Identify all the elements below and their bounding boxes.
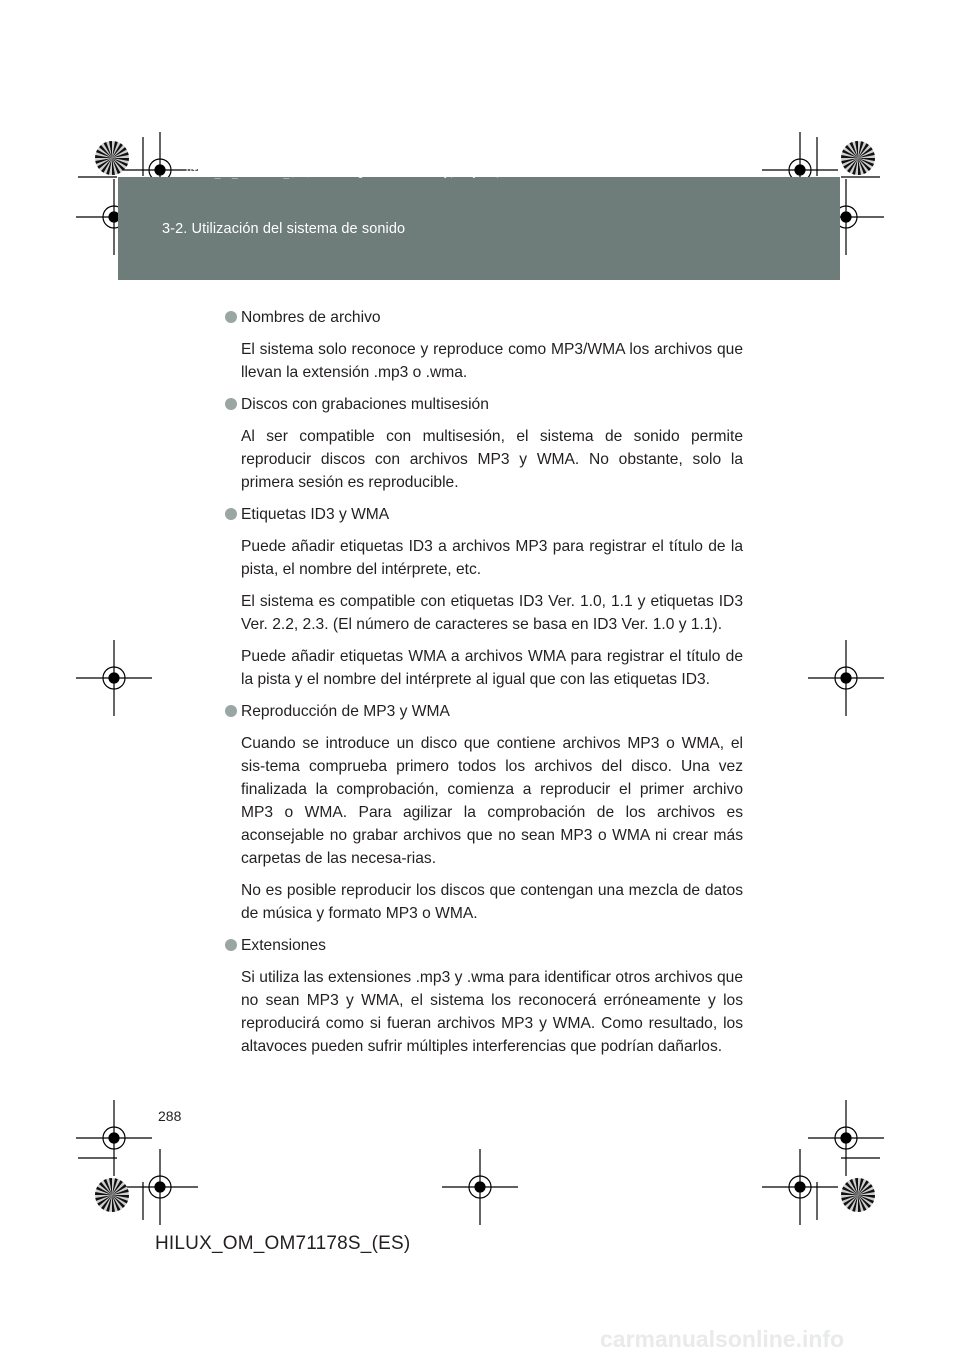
- registration-crosshair-icon: [808, 640, 884, 716]
- section-playback: [225, 700, 743, 925]
- paragraph: Puede añadir etiquetas WMA a archivos WMA para registrar el título de la pista y el nombre del intérprete al igual que con las etiquetas ID3.: [241, 648, 743, 688]
- paragraph: Puede añadir etiquetas ID3 a archivos MP3 para registrar el título de la pista, el nombre del intérprete, etc.: [241, 538, 743, 578]
- section-extensions: [225, 934, 743, 1058]
- registration-crosshair-icon: [76, 1100, 152, 1176]
- registration-starburst-icon: [841, 1178, 875, 1212]
- bullet-title: Nombres de archivo: [241, 309, 381, 326]
- section-header: 3-2. Utilización del sistema de sonido: [162, 221, 406, 237]
- bullet-heading: [225, 934, 743, 957]
- registration-starburst-icon: [95, 141, 129, 175]
- bullet-heading: [225, 393, 743, 416]
- bullet-title: Extensiones: [241, 937, 326, 954]
- bullet-dot-icon: [225, 311, 237, 323]
- watermark: carmanualsonline.info: [600, 1326, 845, 1352]
- bullet-title: Discos con grabaciones multisesión: [241, 396, 489, 413]
- paragraph: Cuando se introduce un disco que contiene archivos MP3 o WMA, el sis-tema comprueba primero todos los archivos del disco. Una vez finalizada la comprobación, comienza a reproducir el primer archivo MP3 o WMA. Para agilizar la comprobación de los archivos es aconsejable no grabar archivos que no sean MP3 o WMA ni crear más carpetas de las necesa-rias.: [241, 735, 743, 867]
- book-slug: HILUX_OM_OM71178S_(ES).book Page 288 Wednesday, May 16, 2012 3:09 PM: [186, 168, 575, 179]
- registration-crosshair-icon: [762, 1149, 838, 1225]
- document-code: HILUX_OM_OM71178S_(ES): [155, 1233, 411, 1254]
- section-file-names: [225, 306, 743, 384]
- registration-crosshair-icon: [76, 640, 152, 716]
- section-id3-tags: [225, 503, 743, 691]
- bullet-heading: [225, 700, 743, 723]
- bullet-title: Reproducción de MP3 y WMA: [241, 703, 450, 720]
- bullet-dot-icon: [225, 398, 237, 410]
- registration-crosshair-icon: [122, 1149, 198, 1225]
- main-content: [225, 306, 743, 1067]
- bullet-dot-icon: [225, 508, 237, 520]
- bullet-heading: [225, 503, 743, 526]
- paragraph: El sistema solo reconoce y reproduce como MP3/WMA los archivos que llevan la extensión .mp3 o .wma.: [241, 341, 743, 381]
- registration-starburst-icon: [841, 141, 875, 175]
- section-multisession: [225, 393, 743, 494]
- paragraph: Si utiliza las extensiones .mp3 y .wma para identificar otros archivos que no sean MP3 y WMA, el sistema los reconocerá erróneamente y los reproducirá como si fueran archivos MP3 y WMA. Como resultado, los altavoces pueden sufrir múltiples interferencias que podrían dañarlos.: [241, 969, 743, 1055]
- registration-crosshair-icon: [442, 1149, 518, 1225]
- paragraph: El sistema es compatible con etiquetas ID3 Ver. 1.0, 1.1 y etiquetas ID3 Ver. 2.2, 2.3. (El número de caracteres se basa en ID3 Ver. 1.0 y 1.1).: [241, 593, 743, 633]
- bullet-dot-icon: [225, 705, 237, 717]
- registration-starburst-icon: [95, 1178, 129, 1212]
- paragraph: No es posible reproducir los discos que contengan una mezcla de datos de música y formato MP3 o WMA.: [241, 882, 743, 922]
- bullet-dot-icon: [225, 939, 237, 951]
- bullet-title: Etiquetas ID3 y WMA: [241, 506, 390, 523]
- page-number: 288: [158, 1108, 182, 1124]
- bullet-heading: [225, 306, 743, 329]
- registration-crosshair-icon: [808, 1100, 884, 1176]
- paragraph: Al ser compatible con multisesión, el sistema de sonido permite reproducir discos con archivos MP3 y WMA. No obstante, solo la primera sesión es reproducible.: [241, 428, 743, 491]
